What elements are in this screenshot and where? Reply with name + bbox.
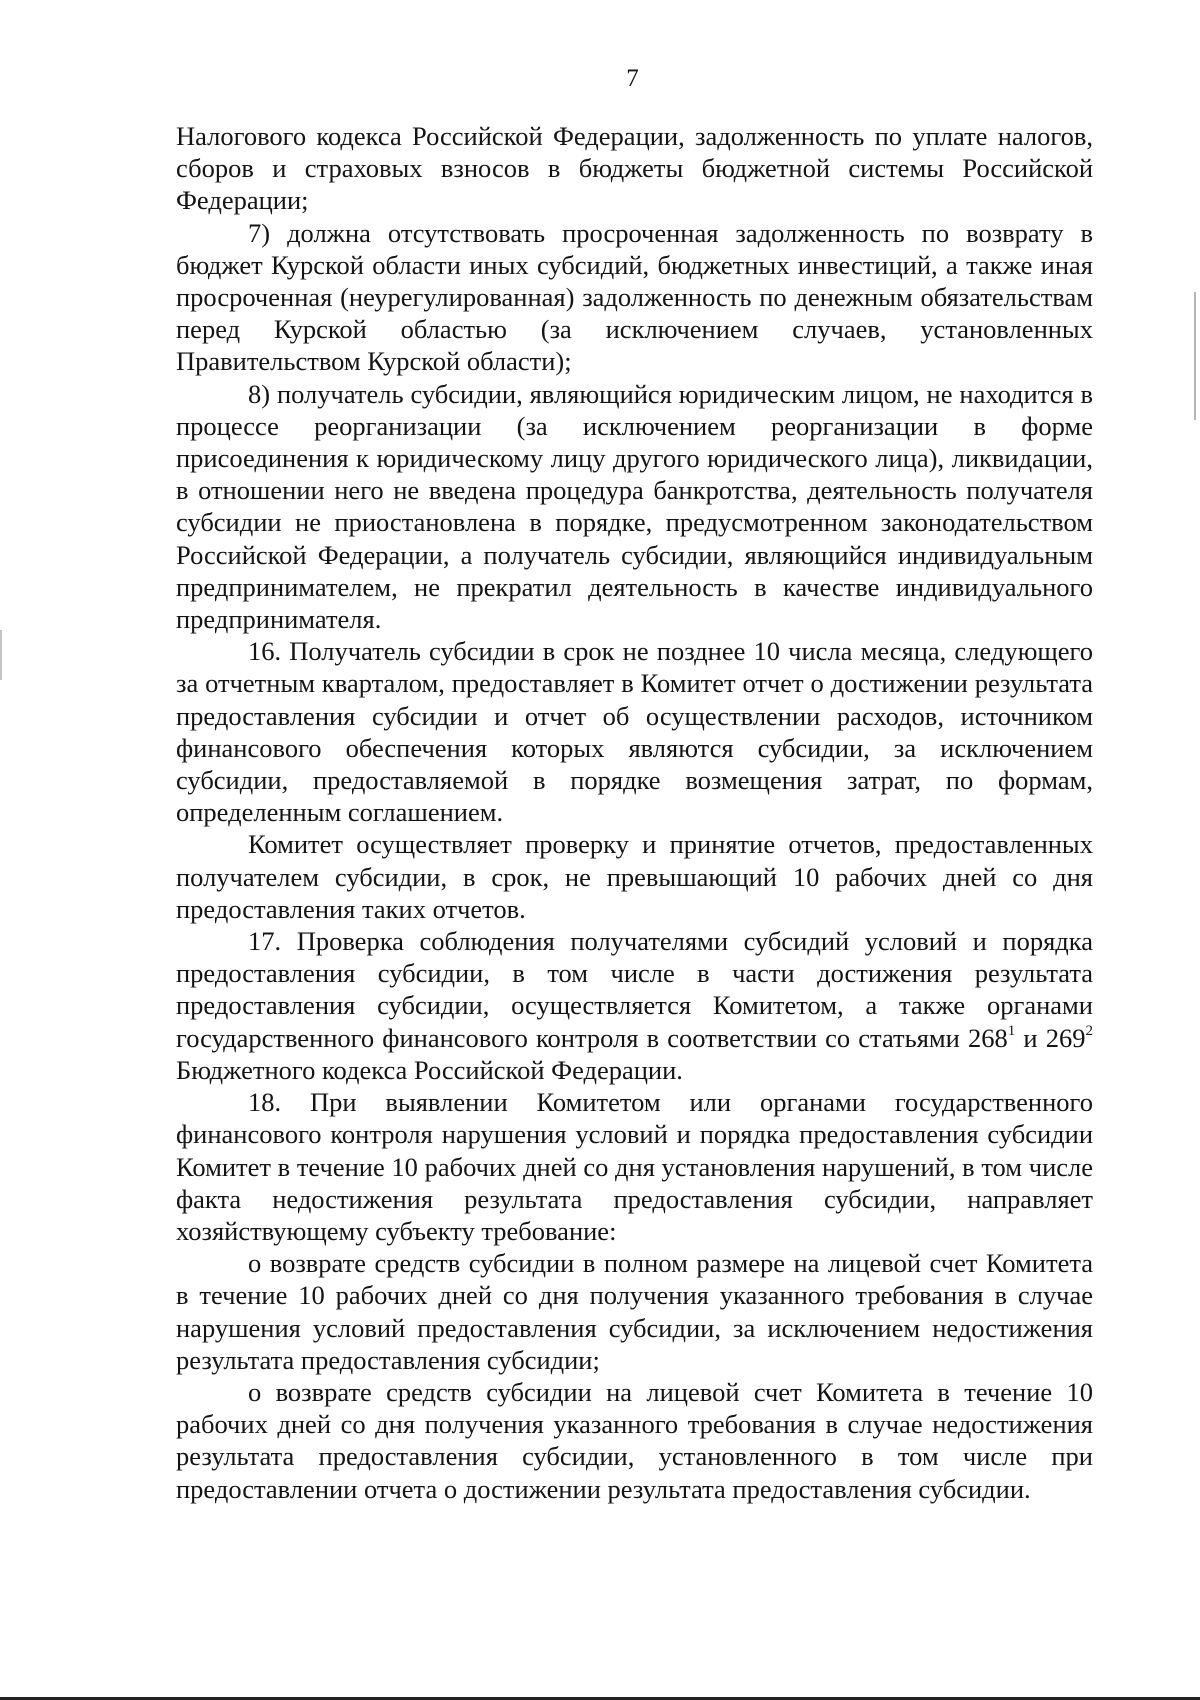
scan-artifact-right [1194, 292, 1196, 420]
paragraph-17-text-3: Бюджетного кодекса Российской Федерации. [176, 1054, 683, 1085]
page-number: 7 [626, 65, 639, 92]
paragraph-item-8: 8) получатель субсидии, являющийся юридическим лицом, не находится в процессе реорганизации (за исключением реорганизации в форме присоединения к юридическому лицу другого юридического лица), ликвидации, в отношении него не введена процедура банкротства, деятельность получателя субсидии не приостановлена в порядке, предусмотренном законодательством Российской Федерации, а получатель субсидии, являющийся индивидуальным предпринимателем, не прекратил деятельность в качестве индивидуального предпринимателя. [176, 378, 1093, 635]
paragraph-item-7: 7) должна отсутствовать просроченная задолженность по возврату в бюджет Курской области иных субсидий, бюджетных инвестиций, а также иная просроченная (неурегулированная) задолженность по денежным обязательствам перед Курской областью (за исключением случаев, установленных Правительством Курской области); [176, 217, 1093, 377]
paragraph-18-result-refund: о возврате средств субсидии на лицевой счет Комитета в течение 10 рабочих дней со дня получения указанного требования в случае недостижения результата предоставления субсидии, установленного в том числе при предоставлении отчета о достижении результата предоставления субсидии. [176, 1376, 1093, 1504]
article-superscript-2: 2 [1085, 1022, 1093, 1039]
paragraph-18: 18. При выявлении Комитетом или органами государственного финансового контроля нарушения условий и порядка предоставления субсидии Комитет в течение 10 рабочих дней со дня установления нарушений, в том числе факта недостижения результата предоставления субсидии, направляет хозяйствующему субъекту требование: [176, 1087, 1093, 1246]
article-superscript-1: 1 [1007, 1022, 1016, 1039]
document-body [176, 120, 1093, 1505]
scan-artifact-left [0, 630, 2, 680]
paragraph-continuation: Налогового кодекса Российской Федерации, задолженность по уплате налогов, сборов и страховых взносов в бюджеты бюджетной системы Российской Федерации; [176, 121, 1093, 216]
paragraph-17-text-1: 17. Проверка соблюдения получателями субсидий условий и порядка предоставления субсидии, в том числе в части достижения результата предоставления субсидии, осуществляется Комитетом, а также органами государственного финансового контроля в соответствии со статьями 268 [176, 926, 1093, 1053]
paragraph-16: 16. Получатель субсидии в срок не позднее 10 числа месяца, следующего за отчетным кварталом, предоставляет в Комитет отчет о достижении результата предоставления субсидии и отчет об осуществлении расходов, источником финансового обеспечения которых являются субсидии, за исключением субсидии, предоставляемой в порядке возмещения затрат, по формам, определенным соглашением. [176, 636, 1093, 828]
paragraph-17 [176, 925, 1093, 1086]
paragraph-16-committee-check: Комитет осуществляет проверку и принятие отчетов, предоставленных получателем субсидии, в срок, не превышающий 10 рабочих дней со дня предоставления таких отчетов. [176, 829, 1093, 924]
paragraph-17-text-2: и 269 [1015, 1022, 1086, 1053]
paragraph-18-full-refund: о возврате средств субсидии в полном размере на лицевой счет Комитета в течение 10 рабочих дней со дня получения указанного требования в случае нарушения условий предоставления субсидии, за исключением недостижения результата предоставления субсидии; [176, 1248, 1093, 1375]
